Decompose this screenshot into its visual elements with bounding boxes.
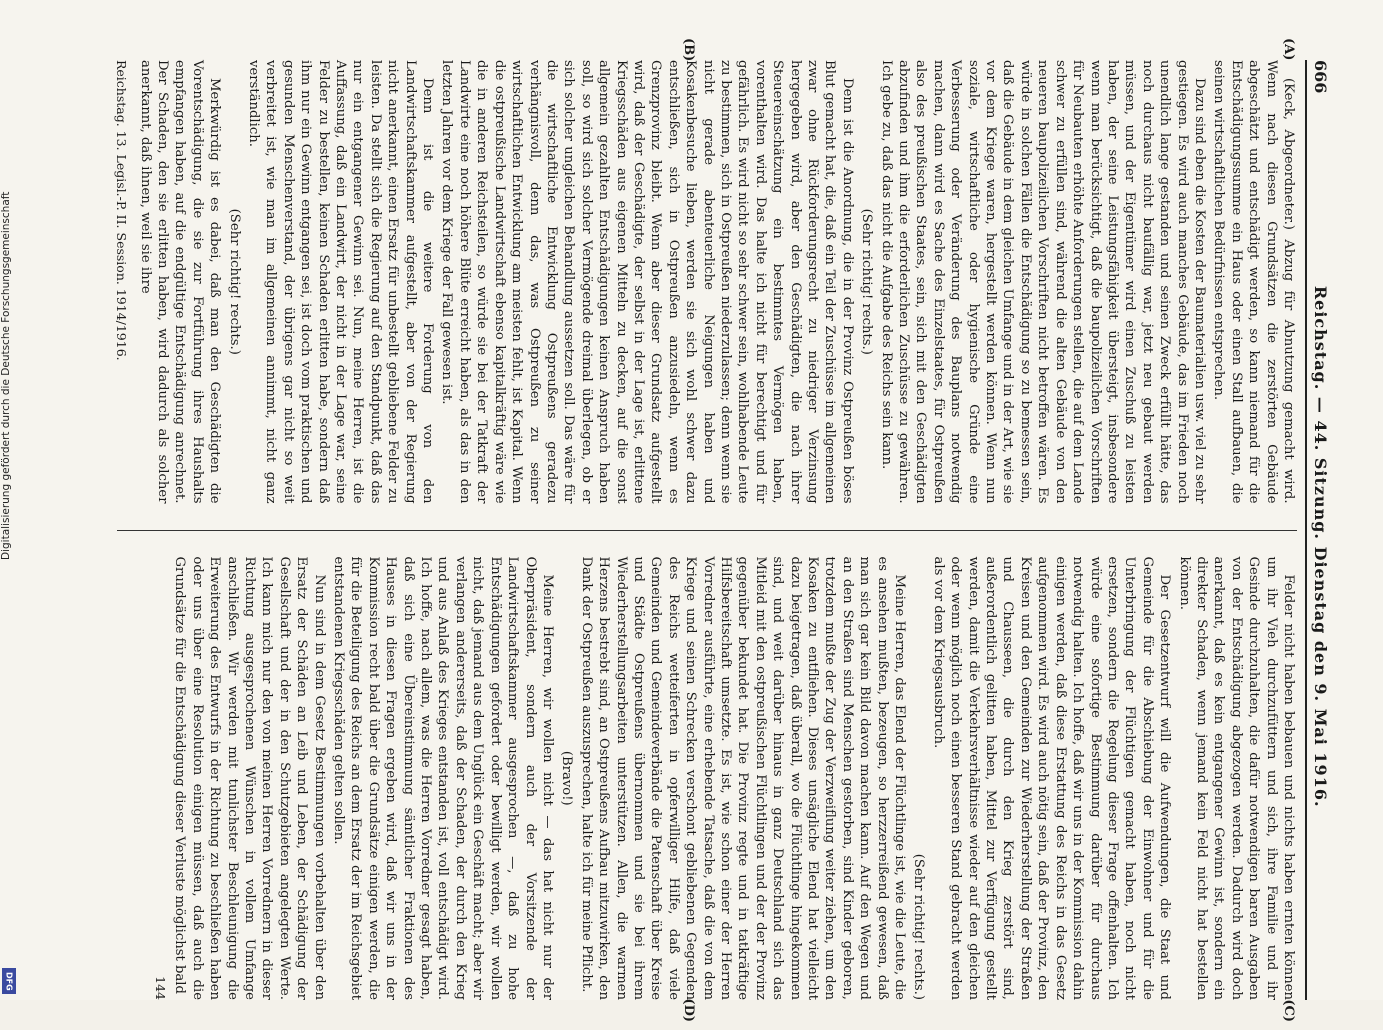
paragraph: Denn ist die Anordnung, die in der Provinz Ostpreußen böses Blut gemacht hat, die, daß ein Teil der Zuschüsse im allgemeinen zwar ohne Rückforderungsrecht zu niedriger Verzinsung hergegeben wird, aber den Geschädigten, die nach ihrer Steuereinschätzung ein bestimmtes Vermögen haben, vorenthalten wird. Das halte ich nicht für berechtigt und für gefährlich. Es wird nicht so sehr schwer sein, wohlhabende Leute zu bestimmen, sich in Ostpreußen niederzulassen; denn wenn sie nicht gerade abenteuerliche Neigungen haben und Kosakenbesuche lieben, werden sie sich wohl schwer dazu entschließen, sich in Ostpreußen anzusiedeln, wenn es Grenzprovinz bleibt. Wenn aber dieser Grundsatz aufgestellt wird, daß der Geschädigte, der selbst in der Lage ist, erlittene Kriegsschäden aus eigenen Mitteln zu decken, auf die sonst allgemein gezahlten Entschädigungen keinen Anspruch haben soll, so wird sich solcher Vermögende dreimal überlegen, ob er sich solcher ungleichen Behandlung aussetzen soll. Das wäre für die wirtschaftliche Entwicklung Ostpreußens geradezu verhängnisvoll, denn das, was Ostpreußen zu seiner wirtschaftlichen Entwicklung am meisten fehlt, ist Kapital. Wenn die ostpreußische Landwirtschaft ebenso kapitalkräftig wäre wie die in anderen Reichsteilen, so würde sie bei der Tatkraft der Landwirte eine noch höhere Blüte erreicht haben, als das in den letzten Jahren vor dem Kriege der Fall gewesen ist.	[439, 60, 855, 504]
dfg-logo: DFG	[2, 968, 16, 994]
page-header	[1305, 60, 1330, 1000]
funding-note: Digitalisierung gefördert durch die Deutsche Forschungsgemeinschaft	[0, 191, 12, 560]
interjection: (Sehr richtig! rechts.)	[911, 853, 927, 1000]
column-divider	[117, 530, 1297, 531]
paragraph: Meine Herren, das Elend der Flüchtlinge ist, wie die Leute, die es ansehen mußten, bezeugen, so herzzerreißend gewesen, daß man sich gar kein Bild davon machen kann. Auf den Wegen und an den Straßen sind Menschen gestorben, sind Kinder geboren, trotzdem mußte der Zug der Verzweiflung weiter ziehen, um den Kosaken zu entfliehen. Dieses unsägliche Elend hat vielleicht dazu beigetragen, daß überall, wo die Flüchtlinge hingekommen sind, und weit darüber hinaus in ganz Deutschland sich das Mitleid mit den ostpreußischen Flüchtlingen und der der Provinz gegenüber bekundet hat. Die Provinz regte und in tatkräftige Hilfsbereitschaft umsetzte. Es ist, wie schon einer der Herren Vorredner ausführte, eine erhebende Tatsache, daß die von dem Kriege und seinen Schrecken verschont gebliebenen Gegenden des Reichs wetteiferten in opferwilliger Hilfe, daß viele Gemeinden und Gemeindeverbände die Patenschaft über Kreise und Städte Ostpreußens übernommen und sie bei ihrem Wiederherstellungsarbeiten unterstützen. Allen, die warmen Herzens bestrebt sind, an Ostpreußens Aufbau mitzuwirken, den Dank der Ostpreußen auszusprechen, halte ich für meine Pflicht.	[578, 556, 908, 1000]
paragraph: Merkwürdig ist es dabei, daß man den Geschädigten die Vorentschädigung, die sie zur Fortführung ihres Haushalts empfangen haben, auf die endgültige Entschädigung anrechnet. Der Schaden, den sie erlitten haben, wird dadurch als solcher anerkannt, daß ihnen, weil sie ihre	[137, 60, 223, 504]
interjection: (Sehr richtig! rechts.)	[859, 208, 875, 355]
interjection: (Sehr richtig! rechts.)	[226, 208, 242, 355]
paragraph: Dazu sind eben die Kosten der Baumaterialien usw. viel zu sehr gestiegen. Es wird auch manches Gebäude, das im Frieden noch unendlich lange gestanden und seinen Zweck erfüllt hätte, das noch durchaus nicht baufällig war, jetzt neu gebaut werden müssen, und der Eigentümer wird einen Zuschuß zu leisten haben, der seine Leistungsfähigkeit übersteigt, insbesondere wenn man berücksichtigt, daß die baupolizeilichen Vorschriften für Neubauten erhöhte Anforderungen stellen, die auf dem Lande schwer zu erfüllen sind, während die alten Gebäude von den neueren baupolizeilichen Vorschriften nicht betroffen wären. Es würde in solchen Fällen die Entschädigung so zu bemessen sein, daß die Gebäude in dem gleichen Umfange und in der Art, wie sie vor dem Kriege waren, hergestellt werden können. Wenn nun soziale, wirtschaftliche oder hygienische Gründe eine Verbesserung oder Veränderung des Bauplans notwendig machen, dann wird es Sache des Einzelstaates, für Ostpreußen also des preußischen Staates, sein, sich mit den Geschädigten abzufinden und ihm die erforderlichen Zuschüsse zu gewähren. Ich gebe zu, daß das nicht die Aufgabe des Reichs sein kann.	[878, 60, 1207, 504]
margin-marker-b: (B)	[681, 38, 696, 62]
margin-marker-d: (D)	[681, 998, 696, 1022]
left-column	[114, 38, 1297, 504]
paragraph: Denn ist die weitere Forderung von den Landwirtschaftskammer aufgestellt, aber von der Regierung nicht anerkannt, einen Ersatz für unbestellt gebliebene Felder zu leisten. Da stellt sich die Regierung auf den Standpunkt, daß das nur ein entgangener Gewinn sei. Nun, meine Herren, ist die Auffassung, daß ein Landwirt, der nicht in der Lage war, seine Felder zu bestellen, keinen Schaden erlitten habe, sondern daß ihm nur ein Gewinn entgangen sei, ist doch vom praktischen und gesunden Menschenverstand, der übrigens gar nicht so weit verbreitet ist, wie man im allgemeinen annimmt, nicht ganz verständlich.	[246, 60, 436, 504]
rotated-sheet	[40, 30, 1340, 1030]
right-column	[117, 556, 1297, 1022]
interjection: (Bravo!)	[559, 750, 575, 806]
paragraph: Der Gesetzentwurf will die Aufwendungen, die Staat und Gemeinde für die Abschiebung der Einwohner und für die Unterbringung der Flüchtigen gemacht haben, noch nicht ersetzen, sondern die Regelung dieser Frage offenhalten. Ich würde eine sofortige Bestimmung darüber für durchaus notwendig halten. Ich hoffe, daß wir uns in der Kommission dahin einigen werden, daß diese Erstattung des Reichs in das Gesetz aufgenommen wird. Es wird auch nötig sein, daß der Provinz, den Kreisen und den Gemeinden zur Wiederherstellung der Straßen und Chausseen, die durch den Krieg zerstört sind, außerordentlich gelitten haben, Mittel zur Verfügung gestellt werden, damit die Verkehrsverhältnisse wieder auf den gleichen oder wenn möglich noch einen besseren Stand gebracht werden als vor dem Kriegsausbruch.	[930, 556, 1173, 1000]
paragraph: Meine Herren, wir wollen nicht — das hat nicht nur der Oberpräsident, sondern auch der Vorsitzende der Landwirtschaftskammer ausgesprochen —, daß zu hohe Entschädigungen gefordert oder bewilligt werden, wir wollen nicht, daß jemand aus dem Unglück ein Geschäft macht; aber wir verlangen andererseits, daß der Schaden, der durch den Krieg und aus Anlaß des Krieges entstanden ist, voll entschädigt wird. Ich hoffe, nach allem, was die Herren Vorredner gesagt haben, daß sich eine Übereinstimmung sämtlicher Fraktionen des Hauses in diesen Fragen ergeben wird, daß wir uns in der Kommission recht bald über die Grundsätze einigen werden, die für die Beteiligung des Reichs an dem Ersatz der im Reichsgebiet entstandenen Kriegsschäden gelten sollen.	[331, 556, 555, 1000]
footer-session: Reichstag. 13. Legisl.-P. II. Session. 1914/1916.	[114, 60, 130, 361]
page-number-left: 666	[1311, 60, 1330, 94]
page-title: Reichstag. — 44. Sitzung. Dienstag den 9. Mai 1916.	[1311, 285, 1330, 808]
paragraph: Felder nicht haben bebauen und nichts haben ernten können um ihr Vieh durchzufüttern und sich, ihre Familie und ihr Gesinde durchzuhalten, die dafür notwendigen baren Ausgaben von der Entschädigung abgezogen werden. Dadurch wird doch anerkannt, daß es kein entgangener Gewinn ist, sondern ein direkter Schaden, wenn jemand kein Feld nicht hat bestellen können.	[1176, 556, 1296, 1000]
margin-marker-a: (A)	[1281, 38, 1296, 61]
paragraph: Nun sind in dem Gesetz Bestimmungen vorbehalten über den Ersatz der Schäden an Leib und Leben, der Schädigung der Gesellschaft und der in den Schutzgebieten angelegten Werte. Ich kann mich nur den von meinen Herren Vorrednern in dieser Richtung ausgesprochenen Wünschen in vollem Umfange anschließen. Wir werden mit tunlichster Beschleunigung die Erweiterung des Entwurfs in der Richtung zu beschließen haben oder uns über eine Resolution einigen müssen, daß auch die Grundsätze für die Entschädigung dieser Verluste möglichst bald	[172, 556, 327, 1000]
footer-page-number: 144	[153, 976, 168, 1000]
margin-marker-c: (C)	[1281, 999, 1296, 1022]
paragraph: (Keck, Abgeordneter.) Abzug für Abnutzung gemacht wird. Wenn nach diesen Grundsätzen die zerstörten Gebäude abgeschätzt und entschädigt werden, so kann niemand für die Entschädigungssumme ein Haus oder einen Stall aufbauen, die seinen wirtschaftlichen Bedürfnissen entsprechen.	[1211, 60, 1296, 504]
